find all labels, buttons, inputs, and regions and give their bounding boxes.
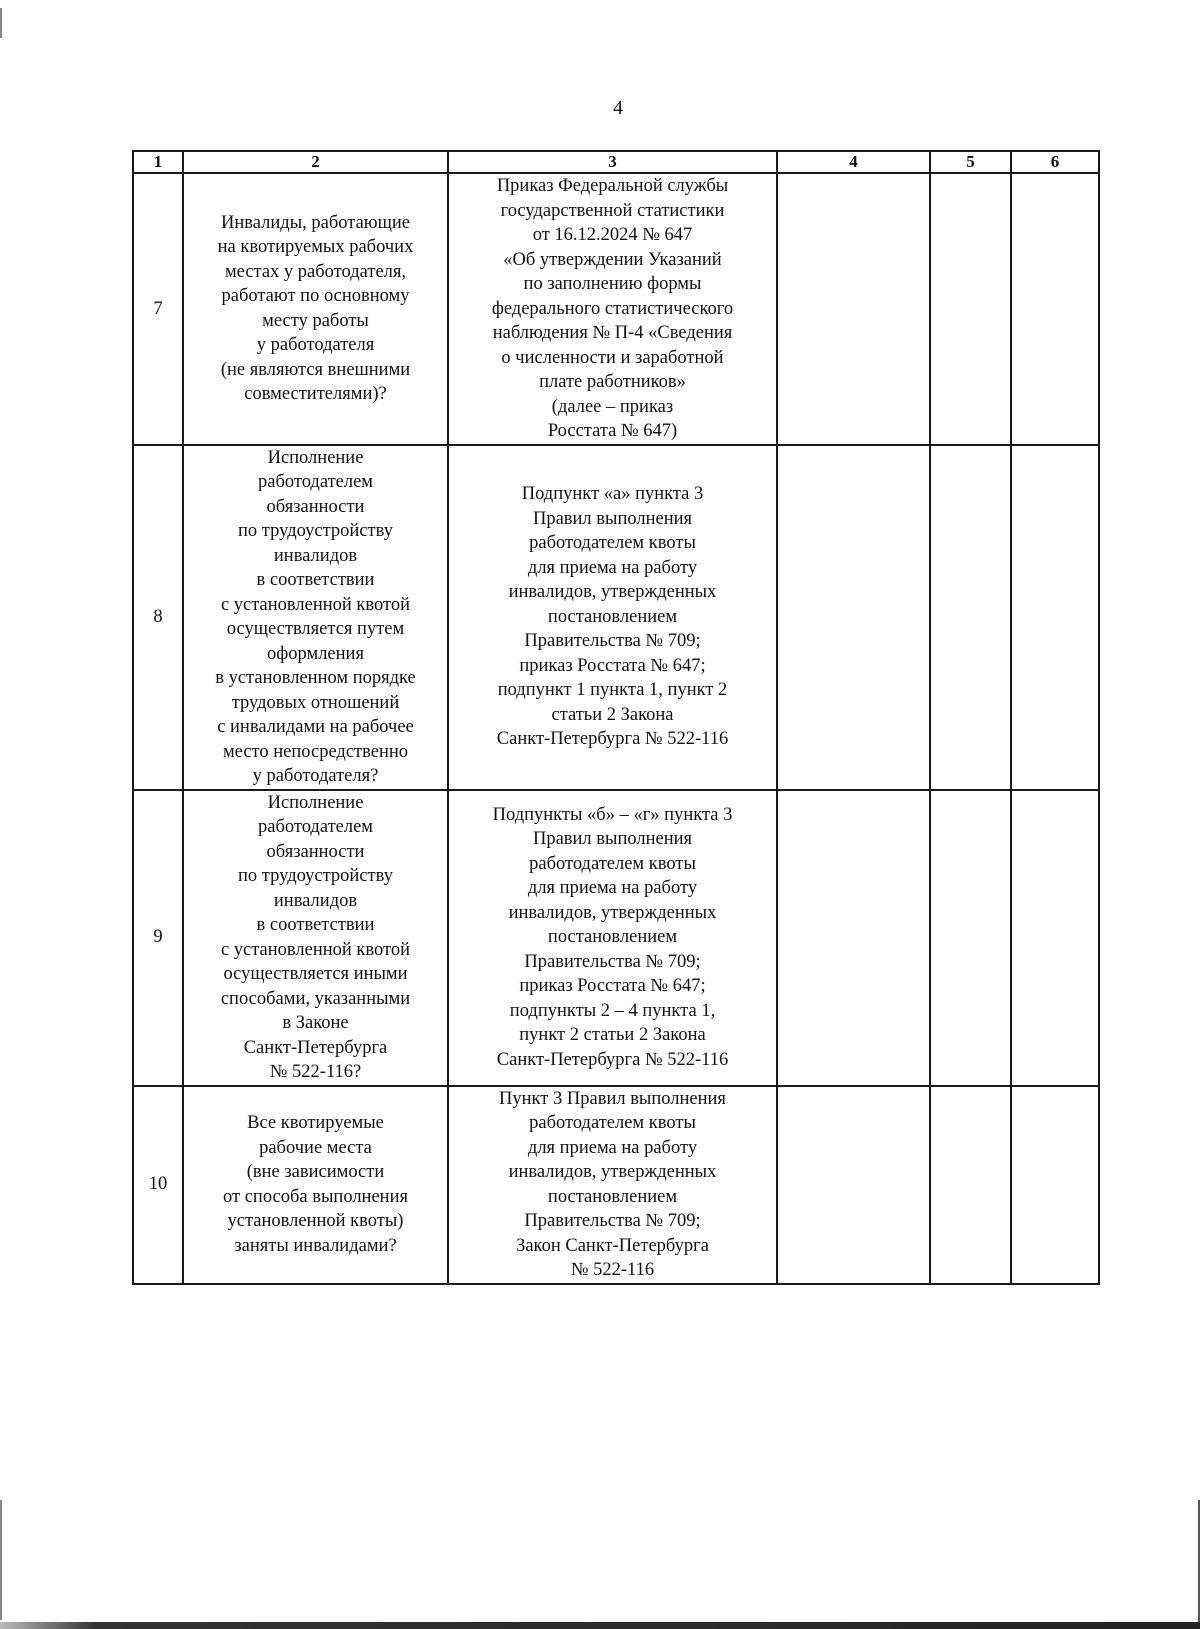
table-row [133, 173, 1099, 445]
answer-cell [777, 1086, 930, 1284]
reference-cell: Пункт 3 Правил выполнения работодателем квоты для приема на работу инвалидов, утвержденных постановлением Правительства № 709; Закон Санкт-Петербурга № 522-116 [448, 1086, 777, 1284]
scan-margin-mark [0, 1500, 2, 1620]
answer-cell [1011, 173, 1099, 445]
reference-cell: Подпункты «б» – «г» пункта 3 Правил выполнения работодателем квоты для приема на работу инвалидов, утвержденных постановлением Правительства № 709; приказ Росстата № 647; подпункты 2 – 4 пункта 1, пункт 2 статьи 2 Закона Санкт-Петербурга № 522-116 [448, 790, 777, 1086]
answer-cell [777, 790, 930, 1086]
answer-cell [930, 1086, 1011, 1284]
answer-cell [1011, 1086, 1099, 1284]
table-header-row [133, 151, 1099, 173]
row-number: 8 [133, 445, 183, 790]
column-header: 1 [133, 151, 183, 173]
question-cell: Все квотируемые рабочие места (вне зависимости от способа выполнения установленной квоты) заняты инвалидами? [183, 1086, 448, 1284]
column-header: 2 [183, 151, 448, 173]
column-header: 3 [448, 151, 777, 173]
answer-cell [777, 445, 930, 790]
scan-bottom-shadow [0, 1622, 1200, 1629]
column-header: 5 [930, 151, 1011, 173]
question-cell: Исполнение работодателем обязанности по трудоустройству инвалидов в соответствии с установленной квотой осуществляется путем оформления в установленном порядке трудовых отношений с инвалидами на рабочее место непосредственно у работодателя? [183, 445, 448, 790]
row-number: 9 [133, 790, 183, 1086]
question-cell: Инвалиды, работающие на квотируемых рабочих местах у работодателя, работают по основному месту работы у работодателя (не являются внешними совместителями)? [183, 173, 448, 445]
table-row [133, 1086, 1099, 1284]
reference-cell: Приказ Федеральной службы государственной статистики от 16.12.2024 № 647 «Об утверждении Указаний по заполнению формы федерального статистического наблюдения № П-4 «Сведения о численности и заработной плате работников» (далее – приказ Росстата № 647) [448, 173, 777, 445]
row-number: 7 [133, 173, 183, 445]
answer-cell [1011, 445, 1099, 790]
reference-cell: Подпункт «а» пункта 3 Правил выполнения работодателем квоты для приема на работу инвалидов, утвержденных постановлением Правительства № 709; приказ Росстата № 647; подпункт 1 пункта 1, пункт 2 статьи 2 Закона Санкт-Петербурга № 522-116 [448, 445, 777, 790]
scan-margin-mark [0, 8, 2, 38]
table-row [133, 790, 1099, 1086]
answer-cell [1011, 790, 1099, 1086]
answer-cell [930, 790, 1011, 1086]
table-row [133, 445, 1099, 790]
answer-cell [930, 445, 1011, 790]
checklist-table [132, 150, 1100, 1285]
column-header: 4 [777, 151, 930, 173]
answer-cell [777, 173, 930, 445]
question-cell: Исполнение работодателем обязанности по трудоустройству инвалидов в соответствии с установленной квотой осуществляется иными способами, указанными в Законе Санкт-Петербурга № 522-116? [183, 790, 448, 1086]
answer-cell [930, 173, 1011, 445]
column-header: 6 [1011, 151, 1099, 173]
page-number: 4 [613, 97, 623, 119]
row-number: 10 [133, 1086, 183, 1284]
